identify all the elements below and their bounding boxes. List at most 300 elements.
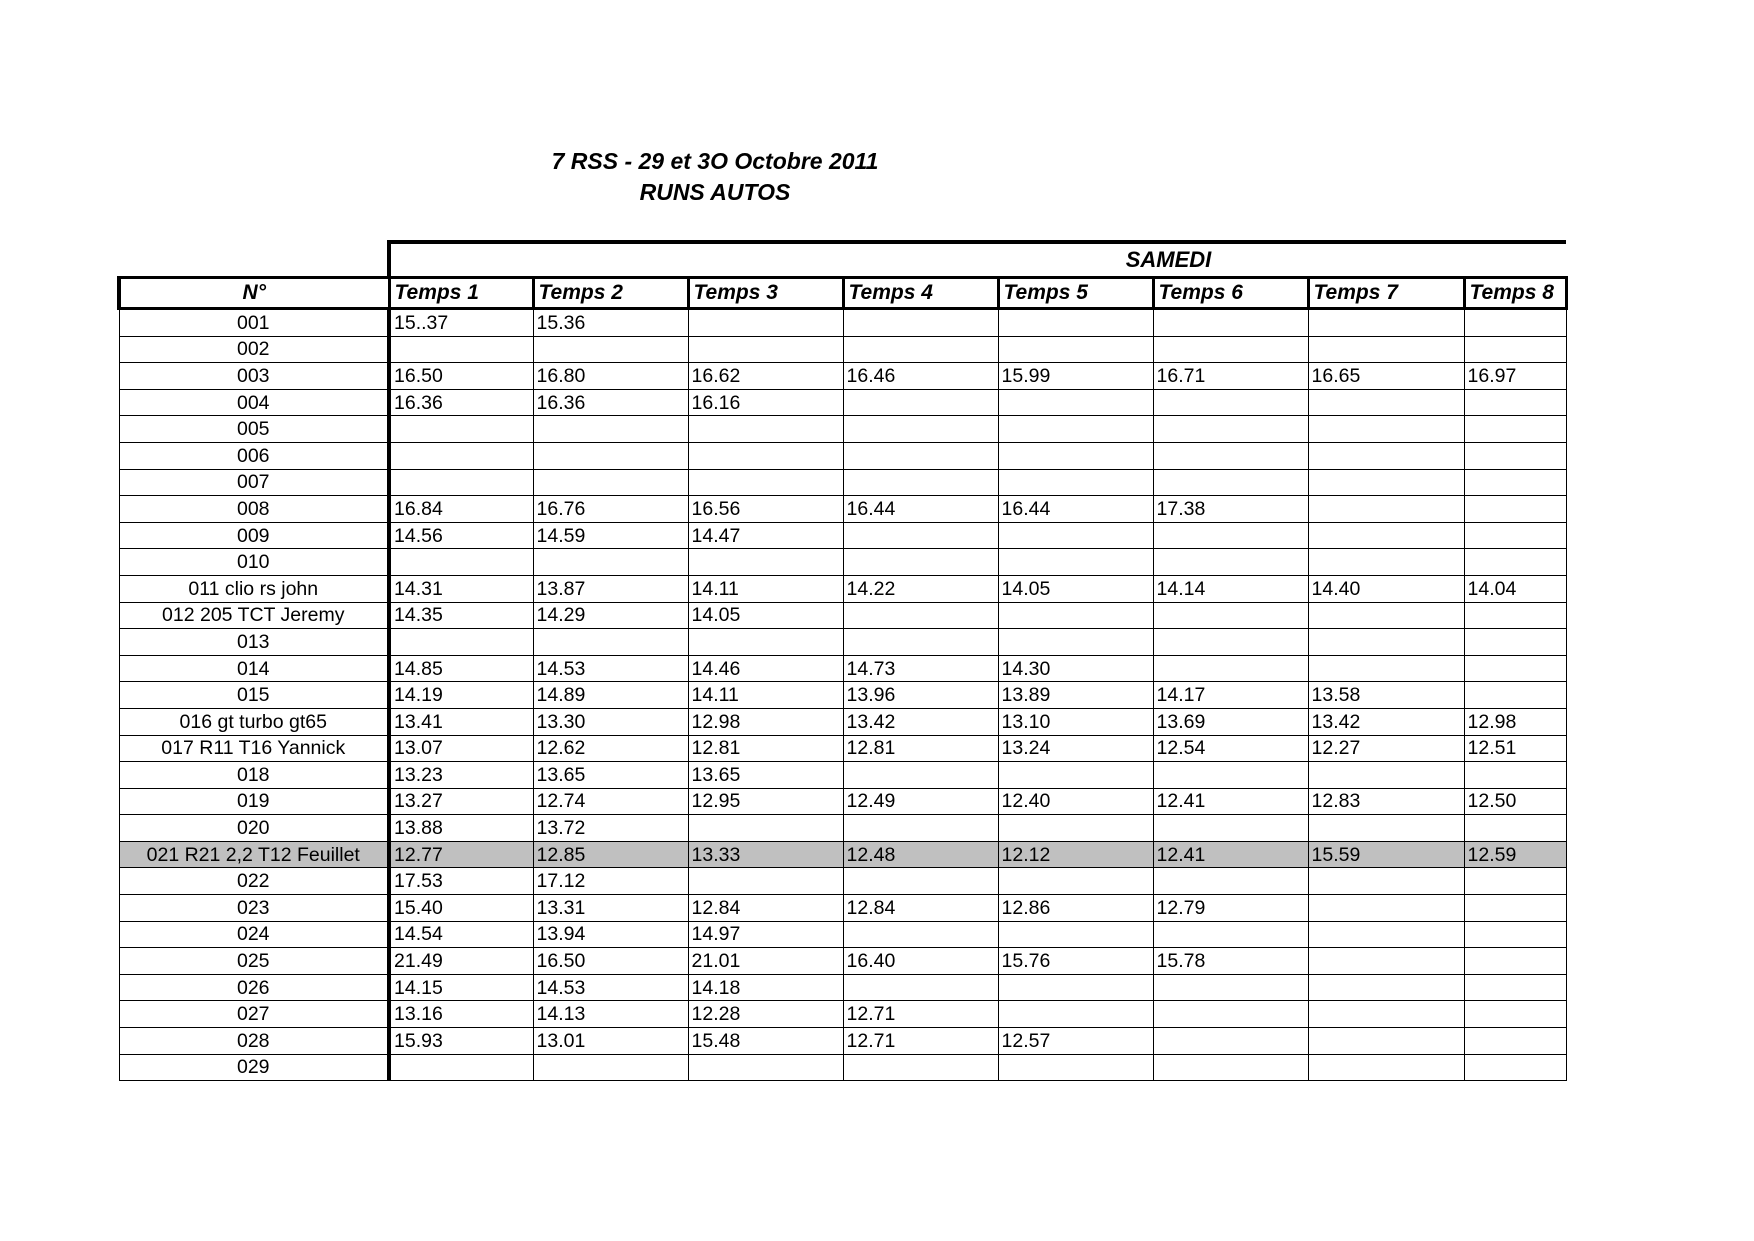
time-cell <box>843 1054 998 1081</box>
time-cell <box>1153 921 1308 948</box>
time-cell <box>1153 522 1308 549</box>
row-id-cell: 011 clio rs john <box>119 575 389 602</box>
time-cell: 13.24 <box>998 735 1153 762</box>
time-cell: 12.40 <box>998 788 1153 815</box>
row-id-cell: 001 <box>119 309 389 337</box>
time-cell <box>1308 629 1464 656</box>
time-cell <box>998 549 1153 576</box>
runs-table <box>117 240 1568 1081</box>
time-cell <box>1153 1001 1308 1028</box>
row-id-cell: 002 <box>119 336 389 363</box>
time-cell: 14.89 <box>533 682 688 709</box>
time-cell <box>389 469 533 496</box>
time-cell <box>1153 762 1308 789</box>
time-cell <box>843 629 998 656</box>
time-cell <box>688 309 843 337</box>
time-cell <box>1308 309 1464 337</box>
time-cell: 12.85 <box>533 841 688 868</box>
row-id-cell: 026 <box>119 974 389 1001</box>
time-cell <box>1464 522 1566 549</box>
time-cell <box>1308 815 1464 842</box>
time-cell <box>843 868 998 895</box>
time-cell: 14.19 <box>389 682 533 709</box>
time-cell: 12.71 <box>843 1001 998 1028</box>
row-id-cell: 021 R21 2,2 T12 Feuillet <box>119 841 389 868</box>
row-id-cell: 022 <box>119 868 389 895</box>
time-cell: 15..37 <box>389 309 533 337</box>
time-cell <box>389 336 533 363</box>
time-cell: 12.50 <box>1464 788 1566 815</box>
row-id-cell: 006 <box>119 442 389 469</box>
time-cell <box>688 336 843 363</box>
group-header-row <box>119 242 1566 278</box>
table-row <box>119 895 1566 922</box>
time-cell: 14.30 <box>998 655 1153 682</box>
time-cell: 12.54 <box>1153 735 1308 762</box>
time-cell: 13.30 <box>533 708 688 735</box>
column-header-temps-5: Temps 5 <box>998 278 1153 309</box>
time-cell <box>843 549 998 576</box>
time-cell <box>998 868 1153 895</box>
time-cell: 12.48 <box>843 841 998 868</box>
time-cell <box>1308 602 1464 629</box>
empty-corner-cell <box>119 242 389 278</box>
time-cell <box>1153 1054 1308 1081</box>
time-cell <box>1464 549 1566 576</box>
time-cell: 13.23 <box>389 762 533 789</box>
time-cell <box>688 416 843 443</box>
time-cell: 16.76 <box>533 496 688 523</box>
time-cell: 14.05 <box>998 575 1153 602</box>
time-cell: 14.35 <box>389 602 533 629</box>
time-cell: 15.76 <box>998 948 1153 975</box>
row-id-cell: 009 <box>119 522 389 549</box>
time-cell <box>998 416 1153 443</box>
table-row <box>119 655 1566 682</box>
time-cell: 14.04 <box>1464 575 1566 602</box>
time-cell: 17.53 <box>389 868 533 895</box>
table-row <box>119 442 1566 469</box>
time-cell: 12.81 <box>688 735 843 762</box>
time-cell: 12.95 <box>688 788 843 815</box>
table-row <box>119 841 1566 868</box>
time-cell: 12.49 <box>843 788 998 815</box>
time-cell <box>1464 974 1566 1001</box>
time-cell <box>1153 655 1308 682</box>
time-cell <box>389 549 533 576</box>
time-cell: 14.22 <box>843 575 998 602</box>
table-row <box>119 735 1566 762</box>
time-cell: 12.84 <box>688 895 843 922</box>
time-cell <box>1153 629 1308 656</box>
time-cell: 12.28 <box>688 1001 843 1028</box>
time-cell <box>533 336 688 363</box>
table-row <box>119 1028 1566 1055</box>
time-cell <box>688 1054 843 1081</box>
time-cell <box>1464 948 1566 975</box>
table-row <box>119 682 1566 709</box>
time-cell <box>389 442 533 469</box>
table-row <box>119 815 1566 842</box>
time-cell <box>533 1054 688 1081</box>
time-cell <box>533 442 688 469</box>
column-header-row <box>119 278 1566 309</box>
table-row <box>119 602 1566 629</box>
time-cell: 16.62 <box>688 363 843 390</box>
time-cell <box>998 522 1153 549</box>
time-cell <box>1464 389 1566 416</box>
time-cell: 15.93 <box>389 1028 533 1055</box>
time-cell: 13.42 <box>1308 708 1464 735</box>
table-row <box>119 974 1566 1001</box>
row-id-cell: 018 <box>119 762 389 789</box>
time-cell <box>1464 868 1566 895</box>
time-cell: 12.71 <box>843 1028 998 1055</box>
time-cell: 12.98 <box>1464 708 1566 735</box>
time-cell: 14.15 <box>389 974 533 1001</box>
time-cell <box>1464 496 1566 523</box>
time-cell <box>1308 948 1464 975</box>
time-cell <box>1308 1001 1464 1028</box>
time-cell: 14.46 <box>688 655 843 682</box>
table-row <box>119 496 1566 523</box>
column-header-temps-2: Temps 2 <box>533 278 688 309</box>
time-cell: 12.74 <box>533 788 688 815</box>
time-cell <box>998 1001 1153 1028</box>
time-cell: 13.89 <box>998 682 1153 709</box>
row-id-cell: 008 <box>119 496 389 523</box>
time-cell <box>1308 496 1464 523</box>
time-cell: 16.40 <box>843 948 998 975</box>
time-cell: 16.84 <box>389 496 533 523</box>
row-id-cell: 003 <box>119 363 389 390</box>
column-header-temps-4: Temps 4 <box>843 278 998 309</box>
time-cell <box>998 921 1153 948</box>
time-cell <box>1464 336 1566 363</box>
time-cell <box>1308 549 1464 576</box>
time-cell <box>998 336 1153 363</box>
time-cell: 14.05 <box>688 602 843 629</box>
row-id-cell: 027 <box>119 1001 389 1028</box>
time-cell <box>1153 602 1308 629</box>
time-cell: 13.31 <box>533 895 688 922</box>
group-header-samedi <box>389 242 1566 278</box>
time-cell: 13.58 <box>1308 682 1464 709</box>
time-cell: 13.88 <box>389 815 533 842</box>
time-cell: 12.41 <box>1153 788 1308 815</box>
time-cell <box>843 522 998 549</box>
time-cell: 14.53 <box>533 655 688 682</box>
time-cell <box>843 921 998 948</box>
row-id-cell: 024 <box>119 921 389 948</box>
table-row <box>119 921 1566 948</box>
time-cell: 16.44 <box>998 496 1153 523</box>
table-row <box>119 575 1566 602</box>
time-cell: 14.73 <box>843 655 998 682</box>
table-row <box>119 469 1566 496</box>
time-cell <box>1153 389 1308 416</box>
time-cell: 13.65 <box>533 762 688 789</box>
time-cell <box>1308 469 1464 496</box>
time-cell: 13.07 <box>389 735 533 762</box>
column-header-temps-7: Temps 7 <box>1308 278 1464 309</box>
time-cell: 14.13 <box>533 1001 688 1028</box>
time-cell <box>843 815 998 842</box>
time-cell <box>1153 974 1308 1001</box>
time-cell: 13.94 <box>533 921 688 948</box>
time-cell: 14.18 <box>688 974 843 1001</box>
time-cell: 12.83 <box>1308 788 1464 815</box>
time-cell <box>688 868 843 895</box>
row-id-cell: 020 <box>119 815 389 842</box>
time-cell <box>843 336 998 363</box>
time-cell: 12.79 <box>1153 895 1308 922</box>
column-header-temps-8: Temps 8 <box>1464 278 1566 309</box>
column-header-temps-3: Temps 3 <box>688 278 843 309</box>
row-id-cell: 010 <box>119 549 389 576</box>
time-cell <box>843 416 998 443</box>
time-cell <box>1308 336 1464 363</box>
row-id-cell: 017 R11 T16 Yannick <box>119 735 389 762</box>
time-cell <box>1153 868 1308 895</box>
time-cell: 12.59 <box>1464 841 1566 868</box>
time-cell <box>1153 815 1308 842</box>
time-cell: 12.57 <box>998 1028 1153 1055</box>
time-cell: 14.47 <box>688 522 843 549</box>
time-cell <box>998 309 1153 337</box>
row-id-cell: 004 <box>119 389 389 416</box>
time-cell <box>1464 602 1566 629</box>
time-cell: 14.53 <box>533 974 688 1001</box>
time-cell: 14.85 <box>389 655 533 682</box>
time-cell: 13.65 <box>688 762 843 789</box>
time-cell <box>998 389 1153 416</box>
time-cell: 12.41 <box>1153 841 1308 868</box>
time-cell <box>1308 442 1464 469</box>
table-row <box>119 762 1566 789</box>
time-cell <box>1153 1028 1308 1055</box>
time-cell <box>688 442 843 469</box>
time-cell <box>533 469 688 496</box>
table-row <box>119 522 1566 549</box>
time-cell: 12.62 <box>533 735 688 762</box>
time-cell <box>1464 895 1566 922</box>
row-id-cell: 025 <box>119 948 389 975</box>
time-cell <box>998 1054 1153 1081</box>
column-header-temps-1: Temps 1 <box>389 278 533 309</box>
time-cell <box>688 629 843 656</box>
time-cell: 16.44 <box>843 496 998 523</box>
row-id-cell: 029 <box>119 1054 389 1081</box>
time-cell: 14.31 <box>389 575 533 602</box>
time-cell <box>1308 921 1464 948</box>
time-cell <box>1464 309 1566 337</box>
time-cell: 14.14 <box>1153 575 1308 602</box>
time-cell: 16.50 <box>389 363 533 390</box>
time-cell <box>843 974 998 1001</box>
time-cell <box>533 629 688 656</box>
time-cell <box>1464 682 1566 709</box>
time-cell <box>1153 309 1308 337</box>
time-cell: 15.99 <box>998 363 1153 390</box>
time-cell <box>1464 1054 1566 1081</box>
time-cell <box>1153 442 1308 469</box>
time-cell <box>1308 868 1464 895</box>
time-cell: 14.97 <box>688 921 843 948</box>
row-id-cell: 016 gt turbo gt65 <box>119 708 389 735</box>
time-cell <box>1464 469 1566 496</box>
time-cell: 21.01 <box>688 948 843 975</box>
time-cell: 12.27 <box>1308 735 1464 762</box>
time-cell <box>843 762 998 789</box>
time-cell <box>1464 442 1566 469</box>
time-cell: 17.12 <box>533 868 688 895</box>
time-cell: 14.29 <box>533 602 688 629</box>
time-cell <box>688 815 843 842</box>
time-cell: 17.38 <box>1153 496 1308 523</box>
time-cell <box>1308 1028 1464 1055</box>
time-cell: 13.69 <box>1153 708 1308 735</box>
time-cell: 16.36 <box>533 389 688 416</box>
time-cell <box>998 442 1153 469</box>
table-row <box>119 868 1566 895</box>
time-cell <box>1464 1028 1566 1055</box>
table-row <box>119 389 1566 416</box>
time-cell <box>998 815 1153 842</box>
time-cell: 16.80 <box>533 363 688 390</box>
time-cell <box>1153 336 1308 363</box>
time-cell <box>389 1054 533 1081</box>
time-cell: 15.48 <box>688 1028 843 1055</box>
time-cell: 16.36 <box>389 389 533 416</box>
time-cell: 12.84 <box>843 895 998 922</box>
time-cell: 13.01 <box>533 1028 688 1055</box>
time-cell: 12.12 <box>998 841 1153 868</box>
time-cell: 13.16 <box>389 1001 533 1028</box>
table-row <box>119 336 1566 363</box>
document-title: 7 RSS - 29 et 3O Octobre 2011 <box>551 148 879 174</box>
time-cell: 12.77 <box>389 841 533 868</box>
time-cell: 13.41 <box>389 708 533 735</box>
row-id-cell: 005 <box>119 416 389 443</box>
time-cell <box>1308 522 1464 549</box>
time-cell: 14.54 <box>389 921 533 948</box>
time-cell: 16.46 <box>843 363 998 390</box>
time-cell <box>843 309 998 337</box>
time-cell <box>1464 416 1566 443</box>
time-cell: 13.96 <box>843 682 998 709</box>
row-id-cell: 007 <box>119 469 389 496</box>
table-row <box>119 309 1566 337</box>
time-cell: 14.56 <box>389 522 533 549</box>
time-cell <box>843 469 998 496</box>
table-row <box>119 788 1566 815</box>
time-cell: 15.78 <box>1153 948 1308 975</box>
time-cell: 14.17 <box>1153 682 1308 709</box>
time-cell: 13.72 <box>533 815 688 842</box>
time-cell <box>843 602 998 629</box>
time-cell <box>1308 416 1464 443</box>
time-cell: 15.59 <box>1308 841 1464 868</box>
time-cell: 13.33 <box>688 841 843 868</box>
time-cell <box>1464 815 1566 842</box>
time-cell: 12.98 <box>688 708 843 735</box>
row-id-cell: 012 205 TCT Jeremy <box>119 602 389 629</box>
table-row <box>119 416 1566 443</box>
time-cell: 16.50 <box>533 948 688 975</box>
time-cell: 16.65 <box>1308 363 1464 390</box>
row-id-cell: 014 <box>119 655 389 682</box>
time-cell <box>1464 655 1566 682</box>
time-cell: 13.42 <box>843 708 998 735</box>
time-cell: 21.49 <box>389 948 533 975</box>
time-cell: 15.40 <box>389 895 533 922</box>
time-cell: 14.11 <box>688 575 843 602</box>
time-cell: 12.51 <box>1464 735 1566 762</box>
time-cell: 13.10 <box>998 708 1153 735</box>
time-cell <box>843 389 998 416</box>
time-cell <box>1308 974 1464 1001</box>
row-id-cell: 019 <box>119 788 389 815</box>
row-id-cell: 028 <box>119 1028 389 1055</box>
time-cell: 13.87 <box>533 575 688 602</box>
table-row <box>119 948 1566 975</box>
time-cell <box>843 442 998 469</box>
row-id-cell: 013 <box>119 629 389 656</box>
time-cell <box>1153 549 1308 576</box>
time-cell: 12.86 <box>998 895 1153 922</box>
time-cell <box>998 469 1153 496</box>
time-cell: 14.40 <box>1308 575 1464 602</box>
samedi-label: SAMEDI <box>1125 247 1212 272</box>
time-cell <box>389 629 533 656</box>
table-row <box>119 708 1566 735</box>
time-cell: 16.16 <box>688 389 843 416</box>
time-cell: 16.56 <box>688 496 843 523</box>
time-cell <box>533 416 688 443</box>
time-cell: 14.59 <box>533 522 688 549</box>
time-cell <box>1308 895 1464 922</box>
time-cell <box>1464 1001 1566 1028</box>
column-header-temps-6: Temps 6 <box>1153 278 1308 309</box>
table-row <box>119 549 1566 576</box>
time-cell <box>1308 1054 1464 1081</box>
time-cell <box>998 974 1153 1001</box>
table-row <box>119 1054 1566 1081</box>
time-cell <box>688 469 843 496</box>
table-row <box>119 1001 1566 1028</box>
time-cell: 12.81 <box>843 735 998 762</box>
time-cell <box>1153 416 1308 443</box>
row-id-cell: 023 <box>119 895 389 922</box>
time-cell <box>1153 469 1308 496</box>
time-cell: 15.36 <box>533 309 688 337</box>
time-cell <box>998 602 1153 629</box>
time-cell <box>389 416 533 443</box>
time-cell <box>998 762 1153 789</box>
time-cell <box>1308 762 1464 789</box>
time-cell <box>998 629 1153 656</box>
time-cell <box>1464 921 1566 948</box>
time-cell: 13.27 <box>389 788 533 815</box>
time-cell <box>1308 655 1464 682</box>
time-cell: 14.11 <box>688 682 843 709</box>
time-cell: 16.71 <box>1153 363 1308 390</box>
time-cell <box>688 549 843 576</box>
row-id-cell: 015 <box>119 682 389 709</box>
time-cell <box>1308 389 1464 416</box>
time-cell: 16.97 <box>1464 363 1566 390</box>
